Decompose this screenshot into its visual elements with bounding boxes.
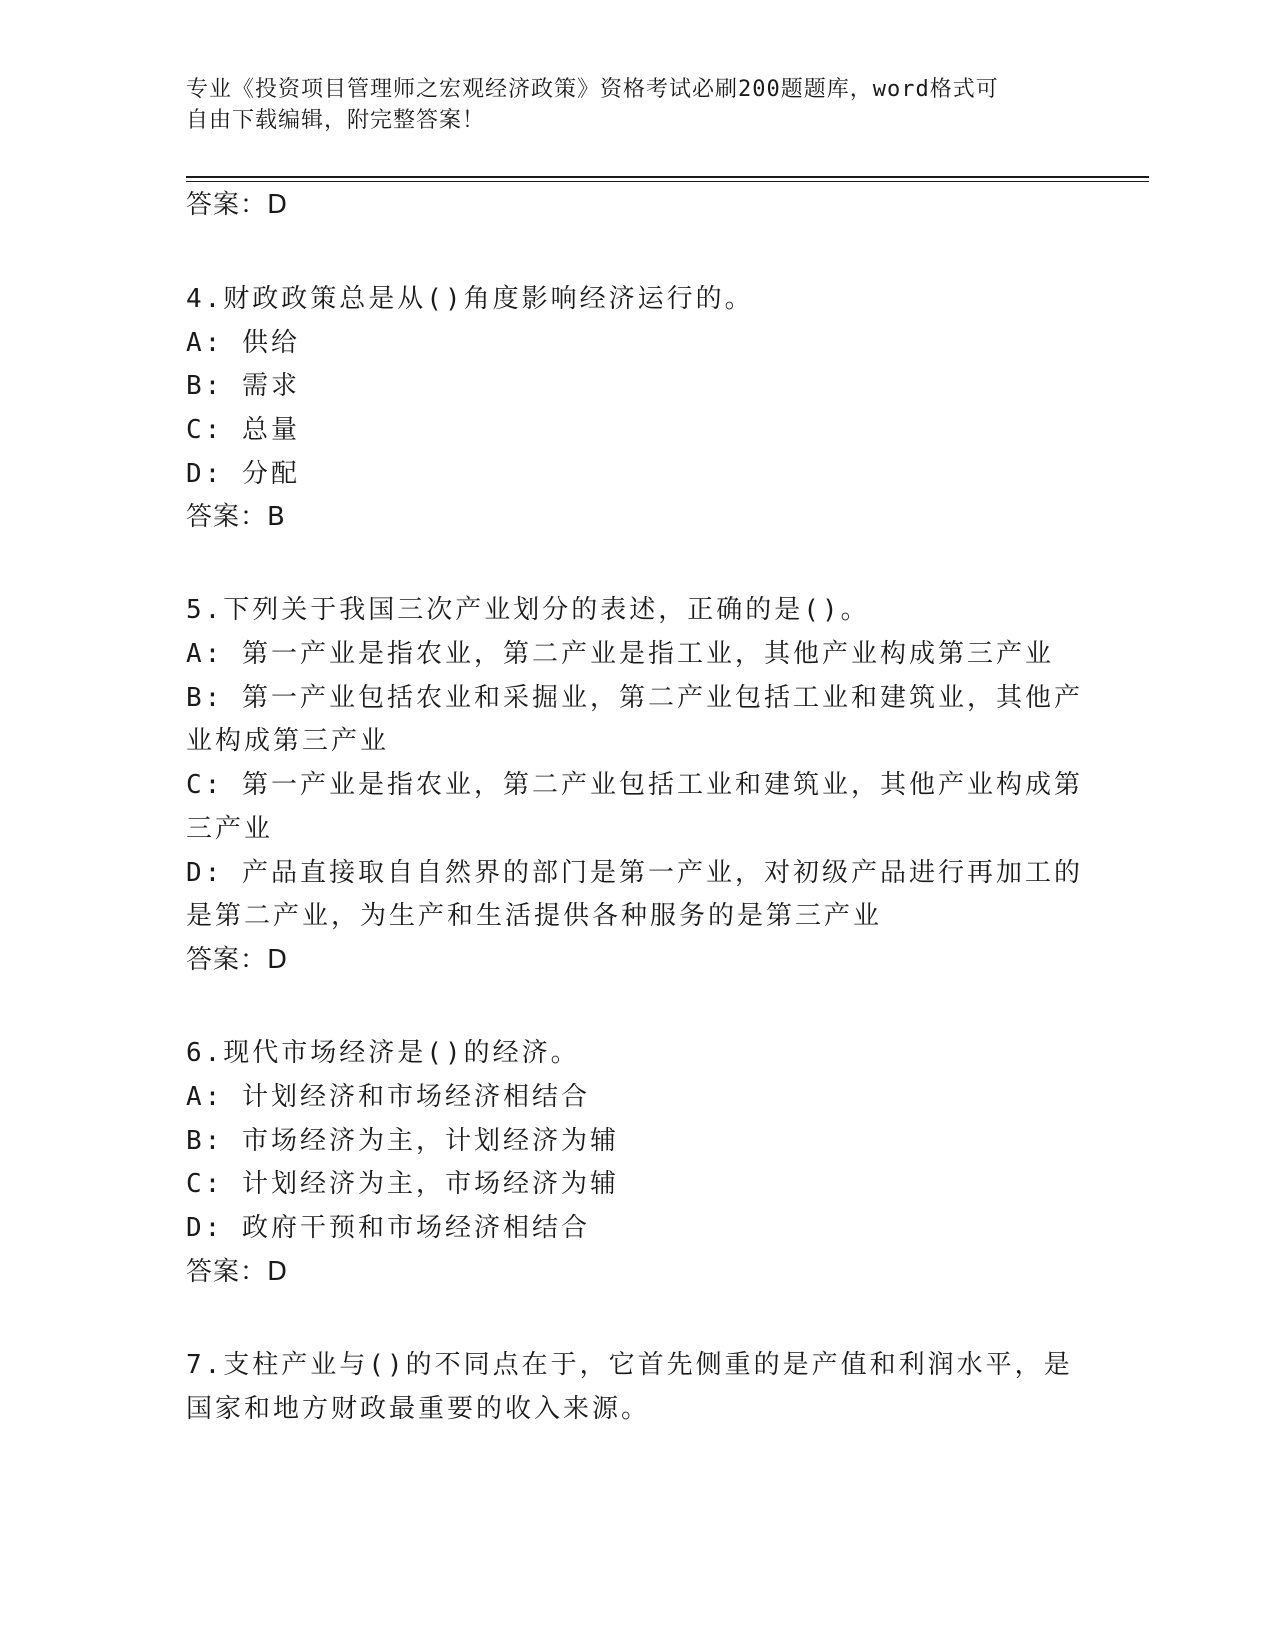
question-4-option-c: C: 总量: [186, 415, 300, 445]
document-header: [186, 74, 1066, 136]
header-divider-thin: [186, 181, 1149, 182]
question-6-option-b: B: 市场经济为主，计划经济为辅: [186, 1126, 619, 1156]
question-4-stem: 4.财政政策总是从()角度影响经济运行的。: [186, 284, 754, 314]
question-5-option-b: B: 第一产业包括农业和采掘业，第二产业包括工业和建筑业，其他产: [186, 683, 1083, 713]
question-5-option-d-cont: 是第二产业，为生产和生活提供各种服务的是第三产业: [186, 901, 883, 931]
question-5-stem: 5.下列关于我国三次产业划分的表述，正确的是()。: [186, 595, 870, 625]
question-6-option-d: D: 政府干预和市场经济相结合: [186, 1213, 590, 1243]
question-6-stem: 6.现代市场经济是()的经济。: [186, 1038, 580, 1068]
question-4-option-a: A: 供给: [186, 328, 300, 358]
question-6-option-a: A: 计划经济和市场经济相结合: [186, 1082, 590, 1112]
question-4-answer: 答案：B: [186, 502, 286, 532]
header-divider-thick: [186, 176, 1149, 178]
question-6-option-c: C: 计划经济为主，市场经济为辅: [186, 1169, 619, 1199]
question-6-answer: 答案：D: [186, 1257, 289, 1287]
question-4-option-d: D: 分配: [186, 459, 300, 489]
header-line-1: 专业《投资项目管理师之宏观经济政策》资格考试必刷200题题库，word格式可: [186, 77, 999, 102]
question-7-stem-cont: 国家和地方财政最重要的收入来源。: [186, 1394, 651, 1424]
question-5-option-a: A: 第一产业是指农业，第二产业是指工业，其他产业构成第三产业: [186, 639, 1054, 669]
question-5-option-d: D: 产品直接取自自然界的部门是第一产业，对初级产品进行再加工的: [186, 858, 1083, 888]
question-5-option-c-cont: 三产业: [186, 814, 274, 844]
header-line-2: 自由下载编辑，附完整答案！: [186, 108, 486, 133]
question-4-option-b: B: 需求: [186, 371, 300, 401]
question-5-option-b-cont: 业构成第三产业: [186, 726, 390, 756]
question-5-answer: 答案：D: [186, 945, 289, 975]
question-7-stem: 7.支柱产业与()的不同点在于，它首先侧重的是产值和利润水平，是: [186, 1350, 1073, 1380]
answer-prev: 答案：D: [186, 190, 289, 220]
question-5-option-c: C: 第一产业是指农业，第二产业包括工业和建筑业，其他产业构成第: [186, 770, 1083, 800]
